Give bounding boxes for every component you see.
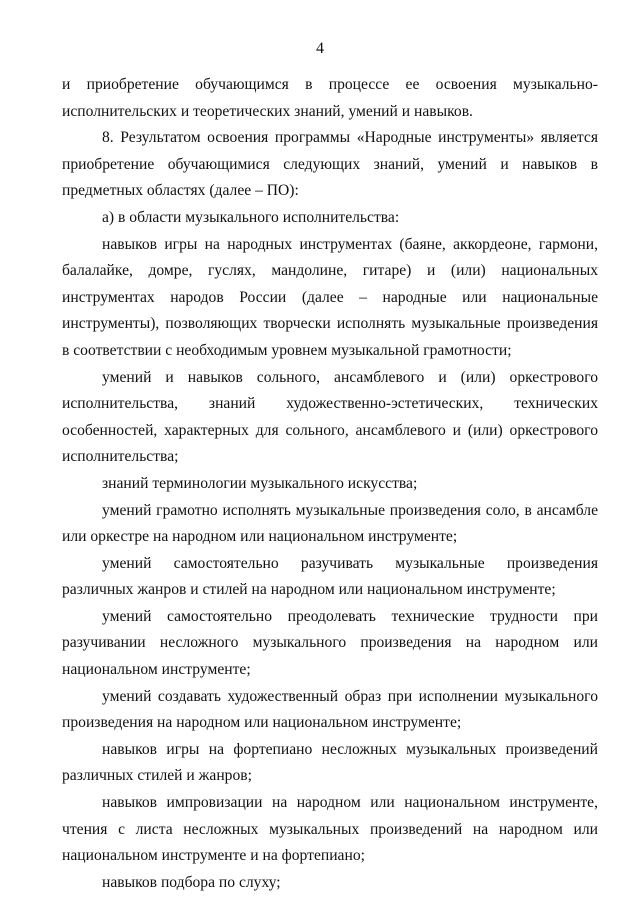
paragraph-list-item: навыков игры на народных инструментах (баяне, аккордеоне, гармони, балалайке, домре, гуслях, мандолине, гитаре) и (или) национальных инструментах народов России (далее – народные или национальные инструменты), позволяющих творчески исполнять музыкальные произведения в соответствии с необходимым уровнем музыкальной грамотности; (62, 235, 598, 359)
document-body (62, 72, 598, 896)
page-number: 4 (316, 40, 324, 57)
paragraph-continuation: и приобретение обучающимся в процессе ее освоения музыкально-исполнительских и теоретических знаний, умений и навыков. (62, 76, 598, 120)
paragraph-list-item: навыков подбора по слуху; (102, 873, 281, 891)
paragraph-list-item: умений самостоятельно разучивать музыкальные произведения различных жанров и стилей на народном или национальном инструменте; (62, 554, 598, 599)
paragraph-subheading-a: а) в области музыкального исполнительства: (102, 208, 400, 226)
paragraph-list-item: навыков импровизации на народном или национальном инструменте, чтения с листа несложных музыкальных произведений на народном или национальном инструменте и на фортепиано; (62, 794, 598, 865)
paragraph-list-item: умений самостоятельно преодолевать технические трудности при разучивании несложного музыкального произведения на народном или национальном инструменте; (62, 607, 598, 679)
paragraph-list-item: умений создавать художественный образ при исполнении музыкального произведения на народном или национальном инструменте; (62, 687, 598, 732)
paragraph-list-item: умений и навыков сольного, ансамблевого и (или) оркестрового исполнительства, знаний художественно-эстетических, технических особенностей, характерных для сольного, ансамблевого и (или) оркестрового исполнительства; (62, 368, 598, 466)
paragraph-item-8: 8. Результатом освоения программы «Народные инструменты» является приобретение обучающимися следующих знаний, умений и навыков в предметных областях (далее – ПО): (62, 129, 598, 200)
paragraph-list-item: умений грамотно исполнять музыкальные произведения соло, в ансамбле или оркестре на народном или национальном инструменте; (62, 501, 598, 546)
paragraph-list-item: знаний терминологии музыкального искусства; (102, 474, 418, 492)
paragraph-list-item: навыков игры на фортепиано несложных музыкальных произведений различных стилей и жанров; (62, 740, 598, 785)
